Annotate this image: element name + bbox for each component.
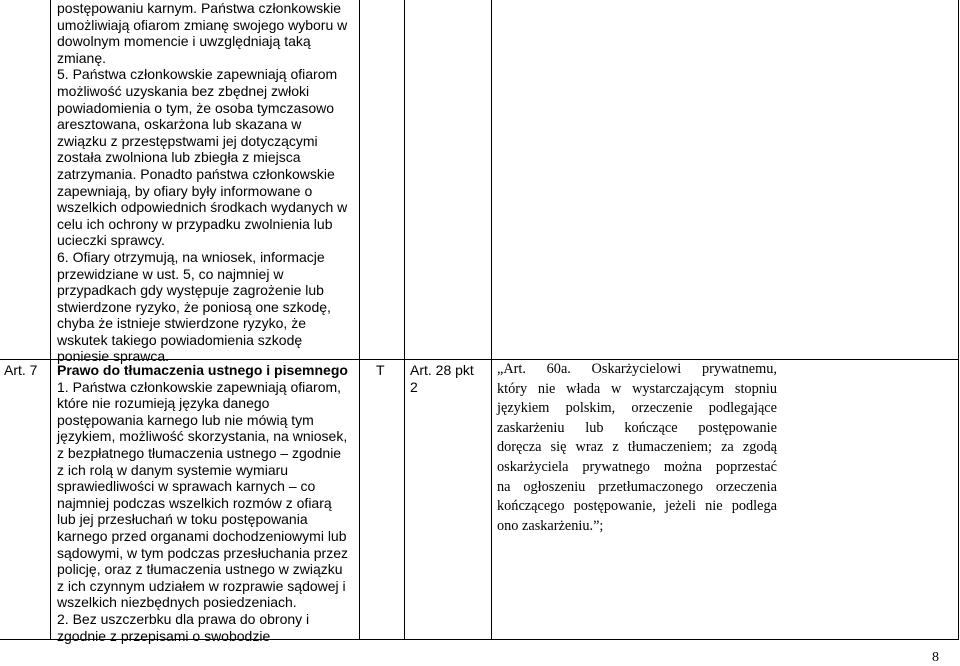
text-line: zmianę.: [57, 49, 107, 66]
text-line: które nie rozumieją języka danego: [57, 395, 270, 412]
text-line: powiadomienia o tym, że osoba tymczasowo: [57, 99, 335, 116]
amendment-line: zaskarżeniu lub kończące postępowanie: [497, 419, 777, 436]
text-line: karnego przed organami dochodzeniowymi lub: [57, 527, 347, 544]
text-line: z ich czynnym udziałem w rozprawie sądowej i: [57, 577, 346, 594]
amendment-line: oskarżyciela prywatnego można poprzestać: [497, 458, 777, 475]
article-text: [57, 379, 348, 645]
national-provision-reference: [410, 362, 488, 395]
table-border: [491, 0, 492, 640]
text-line: zatrzymania. Ponadto państwa członkowskie: [57, 165, 335, 182]
text-line: sądowymi, w tym podczas przesłuchania przez: [57, 544, 349, 561]
amendment-line: językiem polskim, orzeczenie podlegające: [497, 400, 777, 417]
text-line: postępowaniu karnym. Państwa członkowskie: [57, 0, 342, 16]
text-line: wskutek takiego powiadomienia szkodę: [57, 331, 303, 348]
table-border: [958, 0, 959, 640]
text-line: wszelkich odpowiednich środkach wydanych w: [57, 199, 348, 216]
text-line: językiem, możliwość skorzystania, na wniosek,: [57, 428, 348, 445]
text-line: 6. Ofiary otrzymują, na wniosek, informacje: [57, 248, 325, 265]
text-line: poniesie sprawca.: [57, 348, 170, 365]
table-border: [404, 0, 405, 640]
national-provision-text: [497, 360, 777, 536]
text-line: możliwość uzyskania bez zbędnej zwłoki: [57, 82, 310, 99]
amendment-line: na ogłoszeniu przetłumaczonego orzeczenia: [497, 478, 777, 495]
text-line: przewidziane w ust. 5, co najmniej w: [57, 265, 284, 282]
text-line: związku z przestępstwami jej dotyczącymi: [57, 132, 318, 149]
text-line: z bezpłatnego tłumaczenia ustnego – zgodnie: [57, 444, 342, 461]
text-line: aresztowana, oskarżona lub skazana w: [57, 116, 302, 133]
text-line: najmniej podczas wszelkich rozmów z ofiarą: [57, 494, 332, 511]
text-line: celu ich ochrony w przypadku zwolnienia lub: [57, 215, 333, 232]
text-line: z ich rolą w danym systemie wymiaru: [57, 461, 289, 478]
text-line: dowolnym momencie i uwzględniają taką: [57, 33, 311, 50]
text-line: przypadkach gdy występuje zagrożenie lub: [57, 282, 324, 299]
continued-provision-text: [57, 0, 347, 365]
amendment-line: doręcza się wraz z tłumaczeniem; za zgodą: [497, 439, 777, 456]
text-line: 1. Państwa członkowskie zapewniają ofiarom,: [57, 378, 342, 395]
text-line: 5. Państwa członkowskie zapewniają ofiarom: [57, 66, 338, 83]
amendment-line: który nie włada w wystarczającym stopniu: [497, 380, 777, 397]
text-line: sprawiedliwości w sprawach karnych – co: [57, 478, 316, 495]
table-border: [50, 0, 51, 640]
article-heading: Prawo do tłumaczenia ustnego i pisemnego: [57, 362, 348, 378]
amendment-line: ono zaskarżeniu.”;: [497, 517, 604, 534]
text-line: stwierdzone ryzyko, że poniosą one szkodę,: [57, 298, 331, 315]
text-line: ucieczki sprawcy.: [57, 232, 165, 249]
amendment-line: „Art. 60a. Oskarżycielowi prywatnemu,: [497, 361, 777, 377]
text-line: chyba że istnieje stwierdzone ryzyko, że: [57, 315, 306, 332]
table-border: [359, 0, 360, 640]
reference-line: Art. 28 pkt: [410, 362, 474, 378]
text-line: policję, oraz z tłumaczenia ustnego w związku: [57, 561, 343, 578]
text-line: została zwolniona lub zbiegła z miejsca: [57, 149, 301, 166]
text-line: zapewniają, by ofiary były informowane o: [57, 182, 313, 199]
text-line: umożliwiają ofiarom zmianę swojego wyboru w: [57, 16, 348, 33]
text-line: postępowania karnego lub nie mówią tym: [57, 411, 314, 428]
text-line: wszelkich niezbędnych posiedzeniach.: [57, 594, 297, 611]
amendment-line: kończącego postępowanie, jeżeli nie podlega: [497, 498, 777, 515]
text-line: zgodnie z przepisami o swobodzie: [57, 627, 271, 644]
text-line: lub jej przesłuchań w toku postępowania: [57, 511, 308, 528]
article-number: Art. 7: [4, 362, 38, 378]
text-line: 2. Bez uszczerbku dla prawa do obrony i: [57, 610, 310, 627]
reference-line: 2: [410, 378, 418, 395]
transposition-status: T: [376, 362, 385, 378]
page-number: 8: [932, 650, 939, 665]
